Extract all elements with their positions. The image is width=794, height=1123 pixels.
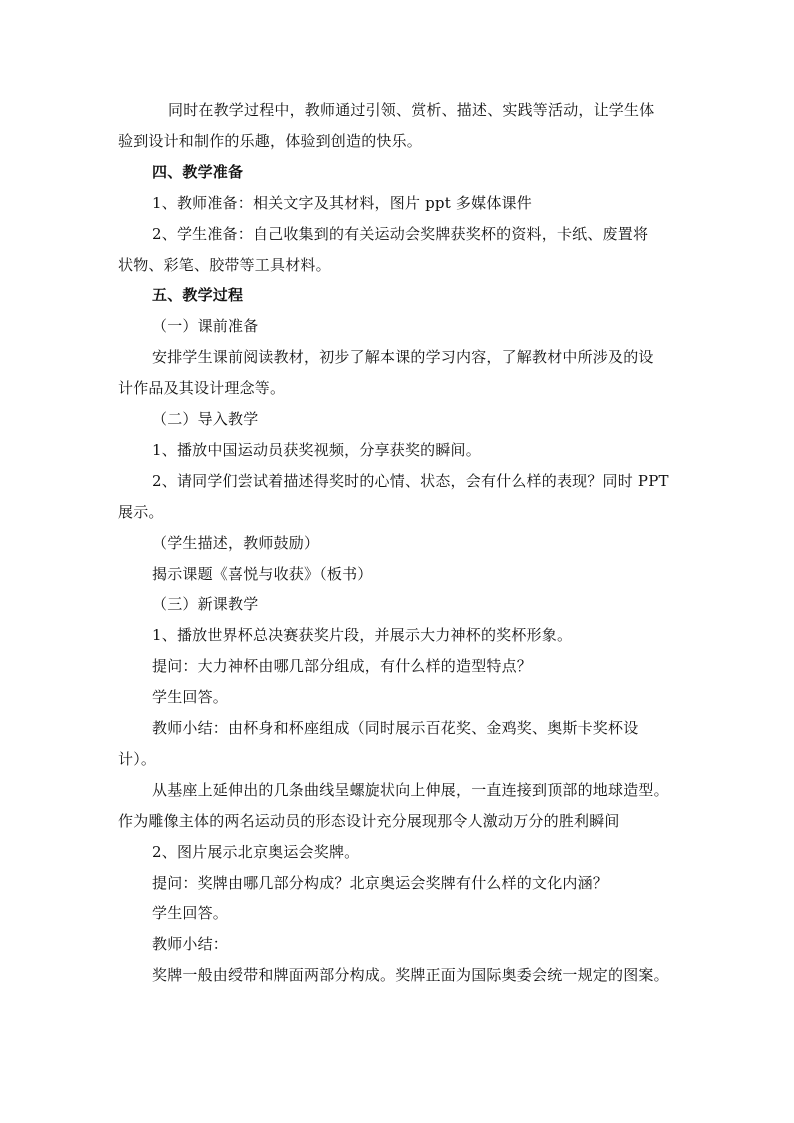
lesson-question-2: 提问：奖牌由哪几部分构成？北京奥运会奖牌有什么样的文化内涵？ xyxy=(152,874,609,892)
lesson-description-line-2: 作为雕像主体的两名运动员的形态设计充分展现那令人激动万分的胜利瞬间 xyxy=(118,812,620,830)
lesson-question-1: 提问：大力神杯由哪几部分组成，有什么样的造型特点？ xyxy=(152,657,533,675)
intro-item-2-line-1: 2、请同学们尝试着描述得奖时的心情、状态，会有什么样的表现？同时 PPT xyxy=(152,472,669,490)
prep-student-line-1: 2、学生准备：自己收集到的有关运动会奖牌获奖杯的资料，卡纸、废置将 xyxy=(152,225,649,243)
prep-teacher: 1、教师准备：相关文字及其材料，图片 ppt 多媒体课件 xyxy=(152,194,532,212)
lesson-summary-1-line-2: 计）。 xyxy=(118,750,157,768)
heading-teaching-process: 五、教学过程 xyxy=(152,286,244,304)
paragraph-intro-line-2: 验到设计和制作的乐趣，体验到创造的快乐。 xyxy=(118,132,423,150)
lesson-summary-2-label: 教师小结： xyxy=(152,935,229,953)
subheading-introduction: （二）导入教学 xyxy=(152,410,259,428)
lesson-answer-1: 学生回答。 xyxy=(152,688,229,706)
heading-teaching-preparation: 四、教学准备 xyxy=(152,163,244,181)
lesson-description-line-1: 从基座上延伸出的几条曲线呈螺旋状向上伸展，一直连接到顶部的地球造型。 xyxy=(152,781,669,799)
paragraph-intro-line-1: 同时在教学过程中，教师通过引领、赏析、描述、实践等活动，让学生体 xyxy=(168,101,655,119)
pre-class-line-2: 计作品及其设计理念等。 xyxy=(118,379,286,397)
lesson-item-2: 2、图片展示北京奥运会奖牌。 xyxy=(152,843,360,861)
lesson-answer-2: 学生回答。 xyxy=(152,904,229,922)
lesson-summary-2-text: 奖牌一般由绶带和牌面两部分构成。奖牌正面为国际奥委会统一规定的图案。 xyxy=(152,966,669,984)
intro-note: （学生描述，教师鼓励） xyxy=(152,534,320,552)
prep-student-line-2: 状物、彩笔、胶带等工具材料。 xyxy=(118,256,331,274)
lesson-summary-1-line-1: 教师小结：由杯身和杯座组成（同时展示百花奖、金鸡奖、奥斯卡奖杯设 xyxy=(152,719,639,737)
intro-topic-reveal: 揭示课题《喜悦与收获》（板书） xyxy=(152,565,373,583)
intro-item-2-line-2: 展示。 xyxy=(118,503,164,521)
intro-item-1: 1、播放中国运动员获奖视频，分享获奖的瞬间。 xyxy=(152,441,481,459)
pre-class-line-1: 安排学生课前阅读教材，初步了解本课的学习内容，了解教材中所涉及的设 xyxy=(152,348,654,366)
subheading-new-lesson: （三）新课教学 xyxy=(152,595,259,613)
lesson-item-1: 1、播放世界杯总决赛获奖片段，并展示大力神杯的奖杯形象。 xyxy=(152,626,573,644)
subheading-pre-class: （一）课前准备 xyxy=(152,317,259,335)
